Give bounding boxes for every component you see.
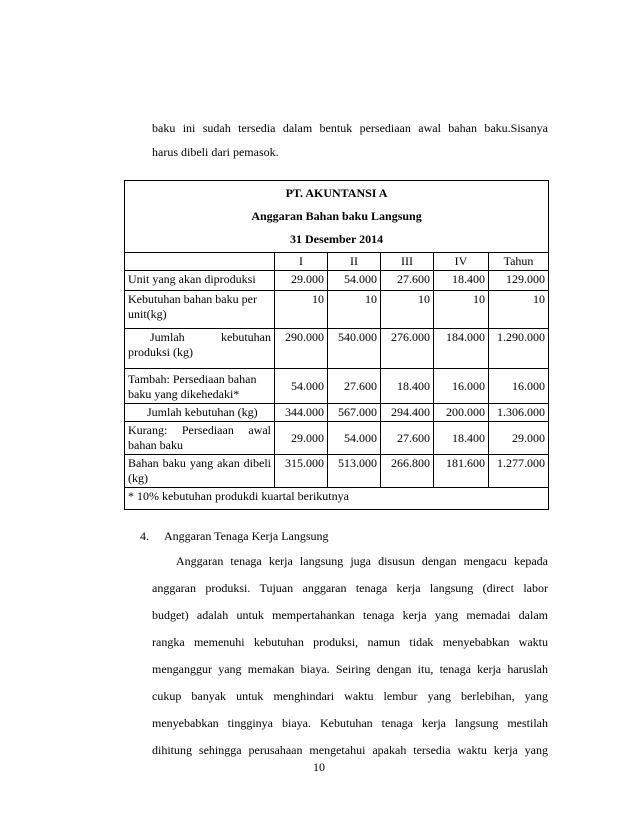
body-line: menyebabkan tingginya biaya. Kebutuhan tenaga kerja langsung mestilah xyxy=(152,716,548,730)
table-row xyxy=(125,369,549,404)
table-row xyxy=(125,291,549,329)
column-header: I xyxy=(275,253,328,271)
intro-line: harus dibeli dari pemasok. xyxy=(152,145,279,159)
footnote-row xyxy=(125,488,549,510)
row-label xyxy=(125,329,275,369)
page-number: 10 xyxy=(313,760,325,774)
body-line: menganggur yang memakan biaya. Seiring dengan itu, tenaga kerja haruslah xyxy=(152,662,548,676)
row-value: 10 xyxy=(328,291,381,329)
table-row xyxy=(125,271,549,291)
table-title-row xyxy=(125,181,549,253)
row-value: 1.277.000 xyxy=(489,455,549,488)
row-label: Jumlah kebutuhan (kg) xyxy=(125,404,275,422)
row-value: 294.400 xyxy=(381,404,434,422)
row-value: 16.000 xyxy=(489,369,549,404)
row-value: 29.000 xyxy=(275,422,328,455)
body-line: rangka memenuhi kebutuhan produksi, namun tidak menyebabkan waktu xyxy=(152,635,548,649)
row-value: 27.600 xyxy=(328,369,381,404)
table-title-cell xyxy=(125,181,549,253)
table-row xyxy=(125,404,549,422)
row-value: 276.000 xyxy=(381,329,434,369)
column-header: Tahun xyxy=(489,253,549,271)
row-value: 18.400 xyxy=(434,271,489,291)
row-value: 290.000 xyxy=(275,329,328,369)
section-title: Anggaran Tenaga Kerja Langsung xyxy=(164,529,329,543)
row-value: 10 xyxy=(434,291,489,329)
header-blank-cell xyxy=(125,253,275,271)
row-label: Unit yang akan diproduksi xyxy=(125,271,275,291)
row-label: Bahan baku yang akan dibeli (kg) xyxy=(125,455,275,488)
row-value: 29.000 xyxy=(275,271,328,291)
intro-paragraph xyxy=(152,116,548,164)
row-value: 129.000 xyxy=(489,271,549,291)
row-value: 54.000 xyxy=(328,271,381,291)
row-value: 200.000 xyxy=(434,404,489,422)
table-date: 31 Desember 2014 xyxy=(289,232,384,246)
row-label: Kebutuhan bahan baku per unit(kg) xyxy=(125,291,275,329)
column-header: IV xyxy=(434,253,489,271)
budget-table xyxy=(124,180,549,510)
body-line: anggaran produksi. Tujuan anggaran tenaga kerja langsung (direct labor xyxy=(152,581,548,595)
column-header: III xyxy=(381,253,434,271)
row-value: 18.400 xyxy=(434,422,489,455)
row-value: 29.000 xyxy=(489,422,549,455)
row-value: 344.000 xyxy=(275,404,328,422)
row-value: 10 xyxy=(381,291,434,329)
body-line: budget) adalah untuk mempertahankan tenaga kerja yang memadai dalam xyxy=(152,608,548,622)
row-value: 27.600 xyxy=(381,271,434,291)
row-label: Kurang: Persediaan awal bahan baku xyxy=(125,422,275,455)
body-paragraph xyxy=(152,548,548,764)
row-value: 10 xyxy=(489,291,549,329)
table-row xyxy=(125,329,549,369)
row-value: 54.000 xyxy=(275,369,328,404)
row-value: 184.000 xyxy=(434,329,489,369)
row-value: 18.400 xyxy=(381,369,434,404)
row-label-part: kebutuhan xyxy=(221,330,271,344)
row-value: 513.000 xyxy=(328,455,381,488)
row-value: 54.000 xyxy=(328,422,381,455)
column-header-row xyxy=(125,253,549,271)
row-label-part: produksi (kg) xyxy=(128,345,193,359)
row-value: 10 xyxy=(275,291,328,329)
row-value: 266.800 xyxy=(381,455,434,488)
row-value: 16.000 xyxy=(434,369,489,404)
body-line: cukup banyak untuk menghindari waktu lembur yang berlebihan, yang xyxy=(152,689,548,703)
row-value: 1.290.000 xyxy=(489,329,549,369)
section-number: 4. xyxy=(140,529,149,543)
row-label: Tambah: Persediaan bahan baku yang dikehedaki* xyxy=(125,369,275,404)
column-header: II xyxy=(328,253,381,271)
row-value: 27.600 xyxy=(381,422,434,455)
company-name: PT. AKUNTANSI A xyxy=(285,186,388,200)
body-line: Anggaran tenaga kerja langsung juga disusun dengan mengacu kepada xyxy=(176,554,548,568)
intro-line: baku ini sudah tersedia dalam bentuk persediaan awal bahan baku.Sisanya xyxy=(152,121,548,135)
row-value: 567.000 xyxy=(328,404,381,422)
table-title: Anggaran Bahan baku Langsung xyxy=(251,209,422,223)
body-line: dihitung sehingga perusahaan mengetahui apakah tersedia waktu kerja yang xyxy=(152,743,548,757)
row-label-part: Jumlah xyxy=(150,330,185,344)
section-heading xyxy=(140,524,329,548)
row-value: 1.306.000 xyxy=(489,404,549,422)
row-value: 540.000 xyxy=(328,329,381,369)
row-value: 181.600 xyxy=(434,455,489,488)
table-row xyxy=(125,422,549,455)
row-value: 315.000 xyxy=(275,455,328,488)
table-footnote: * 10% kebutuhan produkdi kuartal berikutnya xyxy=(125,488,549,510)
table-row xyxy=(125,455,549,488)
